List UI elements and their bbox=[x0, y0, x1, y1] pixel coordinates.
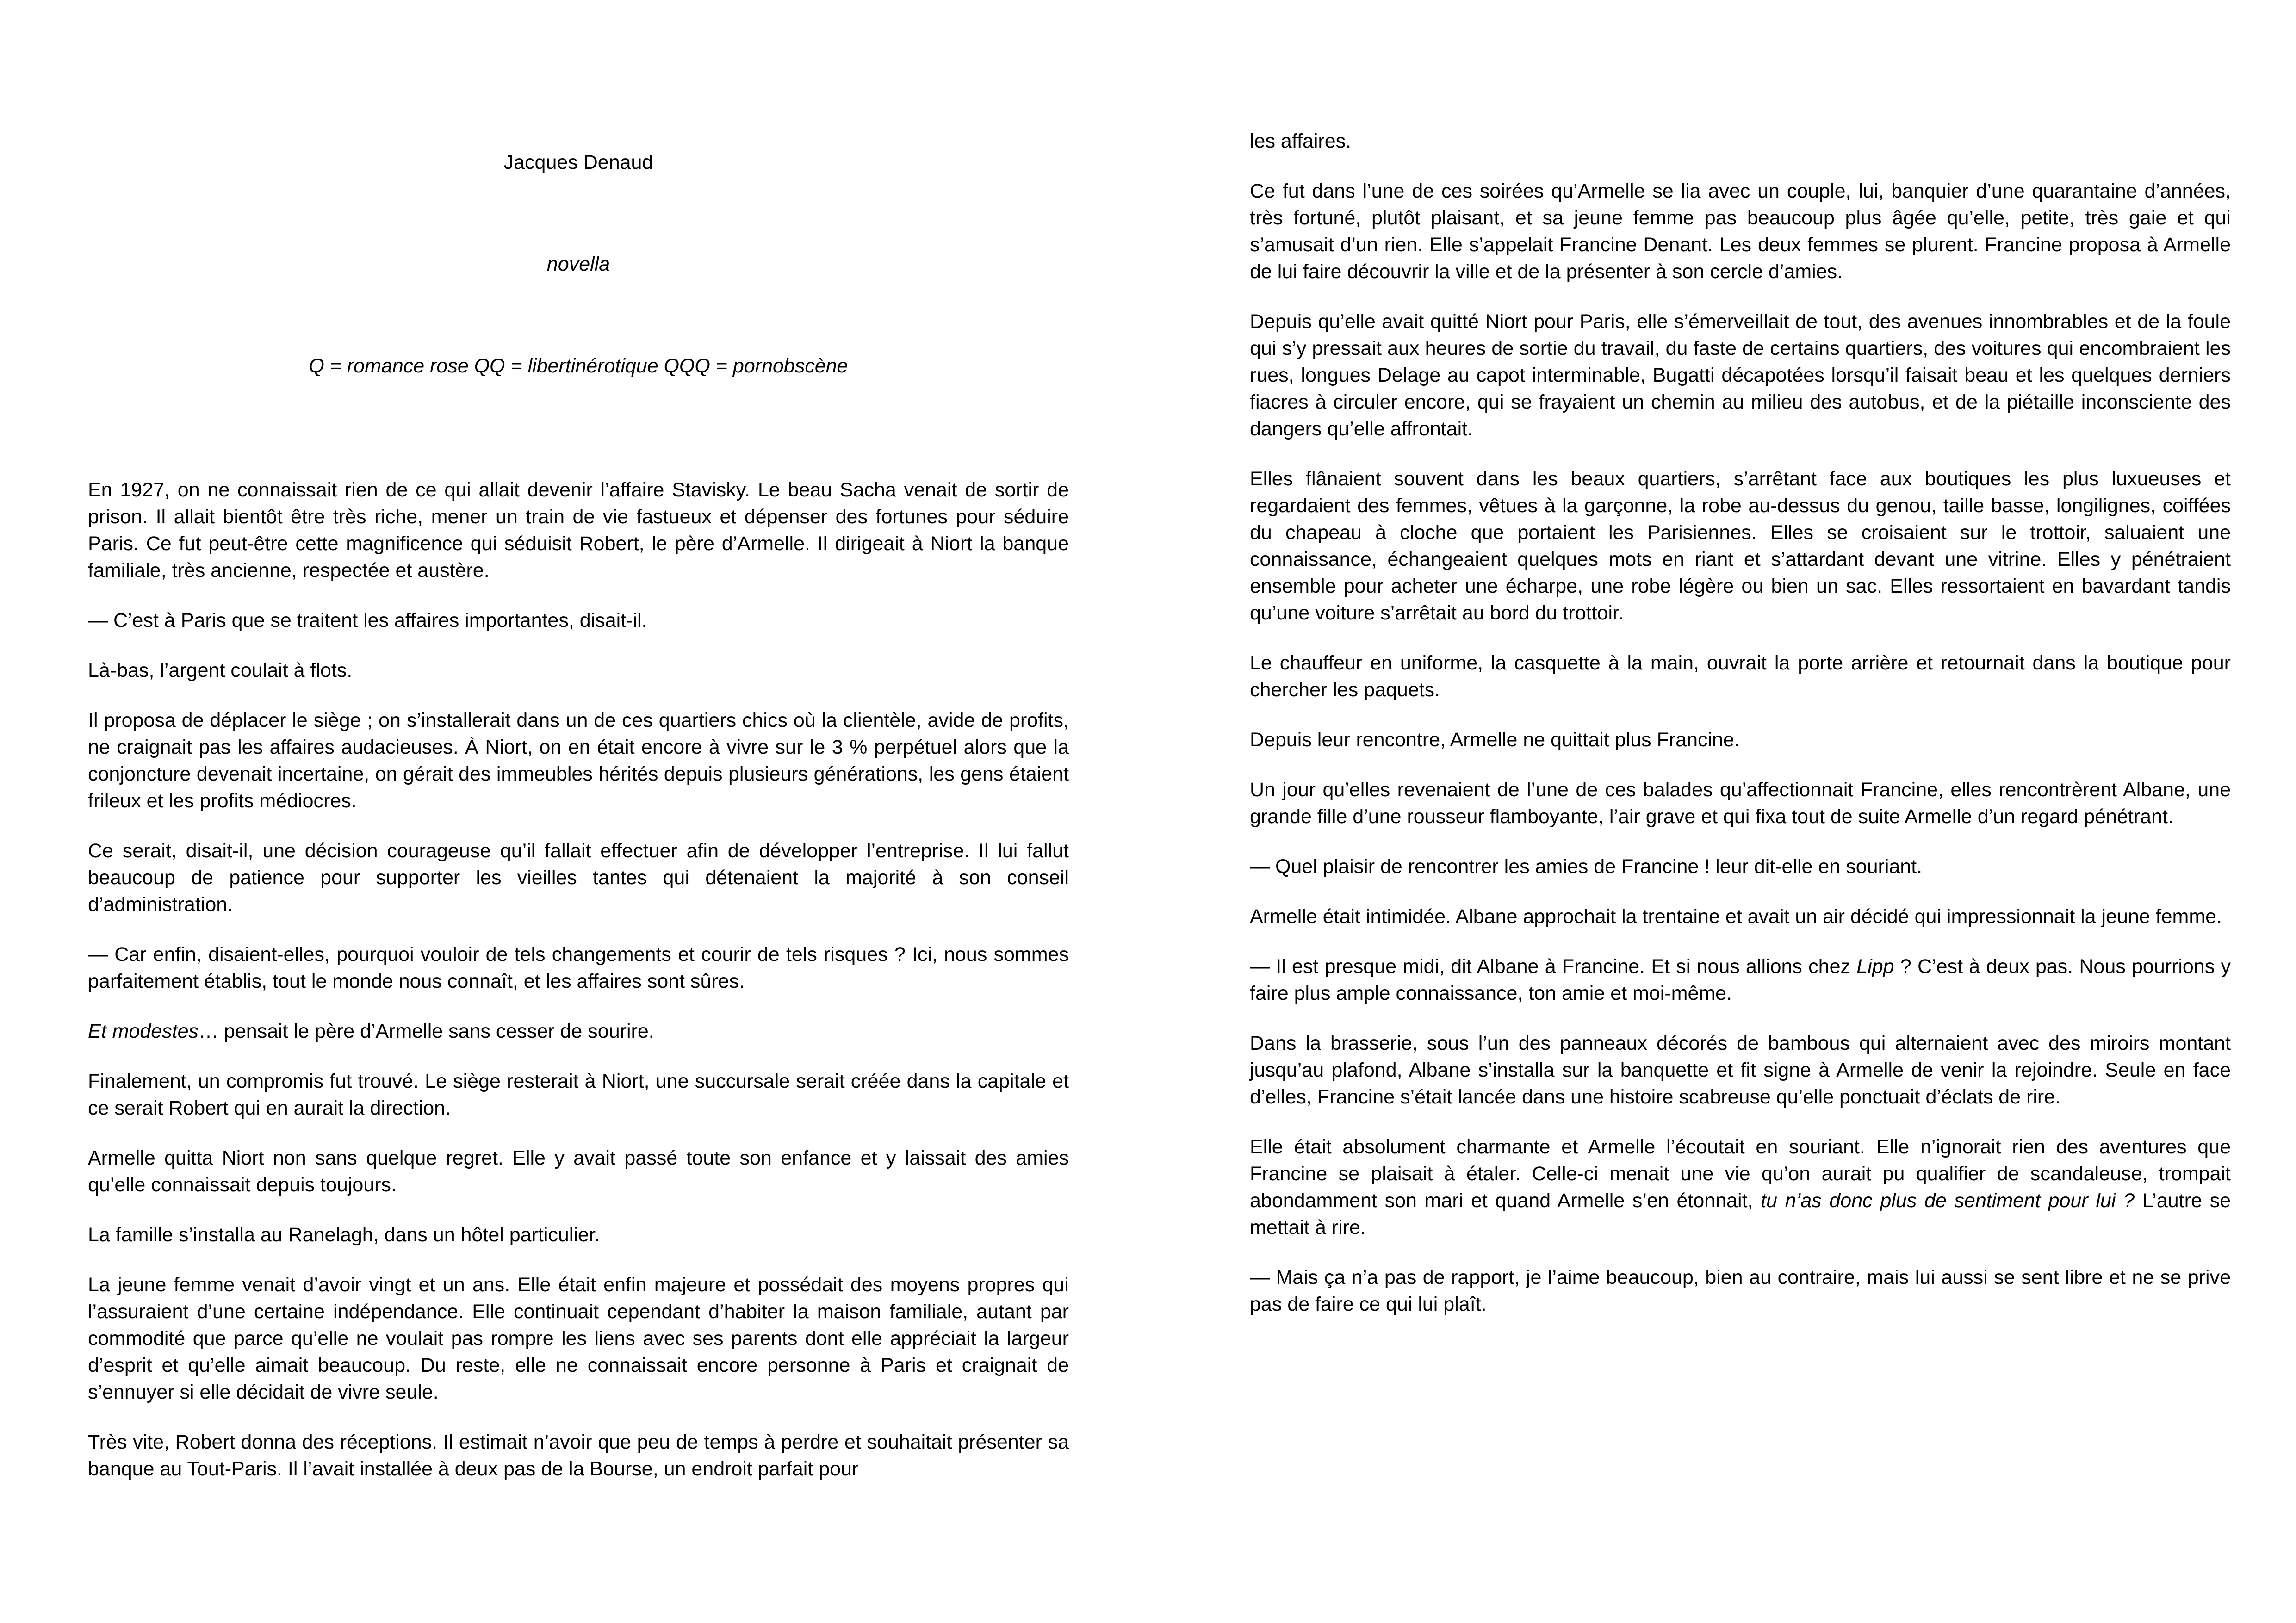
paragraph-text: … pensait le père d’Armelle sans cesser de sourire. bbox=[199, 1020, 654, 1042]
italic-phrase: tu n’as donc plus de sentiment pour lui ? bbox=[1761, 1189, 2135, 1212]
paragraph bbox=[1250, 1134, 2231, 1241]
paragraph: Là-bas, l’argent coulait à flots. bbox=[88, 659, 353, 681]
paragraph-text: — Il est presque midi, dit Albane à Francine. Et si nous allions chez bbox=[1250, 955, 1857, 978]
paragraph: Dans la brasserie, sous l’un des panneaux décorés de bambous qui alternaient avec des miroirs montant jusqu’au plafond, Albane s’installa sur la banquette et fit signe à Armelle de venir la rejoindre. Seule en face d’elles, Francine s’était lancée dans une histoire scabreuse qu’elle ponctuait d’éclats de rire. bbox=[1250, 1032, 2231, 1108]
paragraph: Ce serait, disait-il, une décision courageuse qu’il fallait effectuer afin de développer l’entreprise. Il lui fallut beaucoup de patience pour supporter les vieilles tantes qui détenaient la majorité à son conseil d’administration. bbox=[88, 840, 1069, 916]
italic-phrase: Lipp bbox=[1856, 955, 1894, 978]
rating-legend: Q = romance rose QQ = libertinérotique QQQ = pornobscène bbox=[309, 355, 848, 377]
paragraph: — Mais ça n’a pas de rapport, je l’aime beaucoup, bien au contraire, mais lui aussi se sent libre et ne se prive pas de faire ce qui lui plaît. bbox=[1250, 1266, 2231, 1315]
left-body-text bbox=[88, 477, 1069, 1482]
paragraph: — Car enfin, disaient-elles, pourquoi vouloir de tels changements et courir de tels risques ? Ici, nous sommes parfaitement établis, tout le monde nous connaît, et les affaires sont sûres. bbox=[88, 943, 1069, 992]
genre-label: novella bbox=[546, 253, 610, 275]
paragraph: — C’est à Paris que se traitent les affaires importantes, disait-il. bbox=[88, 609, 647, 632]
italic-phrase: Et modestes bbox=[88, 1020, 199, 1042]
paragraph: — Quel plaisir de rencontrer les amies de Francine ! leur dit-elle en souriant. bbox=[1250, 855, 1923, 878]
paragraph: Ce fut dans l’une de ces soirées qu’Armelle se lia avec un couple, lui, banquier d’une quarantaine d’années, très fortuné, plutôt plaisant, et sa jeune femme pas beaucoup plus âgée qu’elle, petite, très gaie et qui s’amusait d’un rien. Elle s’appelait Francine Denant. Les deux femmes se plurent. Francine proposa à Armelle de lui faire découvrir la ville et de la présenter à son cercle d’amies. bbox=[1250, 180, 2231, 283]
paragraph: Il proposa de déplacer le siège ; on s’installerait dans un de ces quartiers chics où la clientèle, avide de profits, ne craignait pas les affaires audacieuses. À Niort, on en était encore à vivre sur le 3 % perpétuel alors que la conjoncture devenait incertaine, on gérait des immeubles hérités depuis plusieurs générations, les gens étaient frileux et les profits médiocres. bbox=[88, 709, 1069, 812]
author-name: Jacques Denaud bbox=[503, 151, 653, 173]
paragraph: La famille s’installa au Ranelagh, dans un hôtel particulier. bbox=[88, 1224, 600, 1246]
paragraph: Très vite, Robert donna des réceptions. Il estimait n’avoir que peu de temps à perdre et souhaitait présenter sa banque au Tout-Paris. Il l’avait installée à deux pas de la Bourse, un endroit parfait pour bbox=[88, 1431, 1069, 1480]
paragraph-continuation: les affaires. bbox=[1250, 130, 1352, 152]
paragraph: Armelle était intimidée. Albane approchait la trentaine et avait un air décidé qui impressionnait la jeune femme. bbox=[1250, 905, 2222, 928]
paragraph-text: L’autre se mettait à rire. bbox=[1250, 1189, 2231, 1239]
paragraph bbox=[1250, 953, 2231, 1007]
paragraph: Finalement, un compromis fut trouvé. Le siège resterait à Niort, une succursale serait créée dans la capitale et ce serait Robert qui en aurait la direction. bbox=[88, 1070, 1069, 1119]
paragraph-text: ? C’est à deux pas. Nous pourrions y faire plus ample connaissance, ton amie et moi-même. bbox=[1250, 955, 2231, 1004]
paragraph: La jeune femme venait d’avoir vingt et un ans. Elle était enfin majeure et possédait des moyens propres qui l’assuraient d’une certaine indépendance. Elle continuait cependant d’habiter la maison familiale, autant par commodité que parce qu’elle ne voulait pas rompre les liens avec ses parents dont elle appréciait la largeur d’esprit et qu’elle aimait beaucoup. Du reste, elle ne connaissait encore personne à Paris et craignait de s’ennuyer si elle décidait de vivre seule. bbox=[88, 1274, 1069, 1403]
paragraph: Depuis qu’elle avait quitté Niort pour Paris, elle s’émerveillait de tout, des avenues innombrables et de la foule qui s’y pressait aux heures de sortie du travail, du faste de certains quartiers, des voitures qui encombraient les rues, longues Delage au capot interminable, Bugatti décapotées lorsqu’il faisait beau et les quelques derniers fiacres à circuler encore, qui se frayaient un chemin au milieu des autobus, et de la piétaille inconsciente des dangers qu’elle affrontait. bbox=[1250, 310, 2231, 440]
paragraph-text: Elle était absolument charmante et Armelle l’écoutait en souriant. Elle n’ignorait rien des aventures que Francine se plaisait à étaler. Celle-ci menait une vie qu’on aurait pu qualifier de scandaleuse, trompait abondamment son mari et quand Armelle s’en étonnait, bbox=[1250, 1136, 2231, 1212]
paragraph: En 1927, on ne connaissait rien de ce qui allait devenir l’affaire Stavisky. Le beau Sacha venait de sortir de prison. Il allait bientôt être très riche, mener un train de vie fastueux et dépenser des fortunes pour séduire Paris. Ce fut peut-être cette magnificence qui séduisit Robert, le père d’Armelle. Il dirigeait à Niort la banque familiale, très ancienne, respectée et austère. bbox=[88, 479, 1069, 582]
paragraph: Depuis leur rencontre, Armelle ne quittait plus Francine. bbox=[1250, 729, 1740, 751]
right-page bbox=[1148, 0, 2296, 1623]
paragraph: Armelle quitta Niort non sans quelque regret. Elle y avait passé toute son enfance et y laissait des amies qu’elle connaissait depuis toujours. bbox=[88, 1147, 1069, 1196]
paragraph: Le chauffeur en uniforme, la casquette à la main, ouvrait la porte arrière et retournait dans la boutique pour chercher les paquets. bbox=[1250, 652, 2231, 701]
right-body-text bbox=[1250, 128, 2231, 1318]
paragraph: Elles flânaient souvent dans les beaux quartiers, s’arrêtant face aux boutiques les plus luxueuses et regardaient des femmes, vêtues à la garçonne, la robe au-dessus du genou, taille basse, longilignes, coiffées du chapeau à cloche que portaient les Parisiennes. Elles se croisaient sur le trottoir, saluaient une connaissance, échangeaient quelques mots en riant et s’attardant devant une vitrine. Elles y pénétraient ensemble pour acheter une écharpe, une robe légère ou bien un sac. Elles ressortaient en bavardant tandis qu’une voiture s’arrêtait au bord du trottoir. bbox=[1250, 468, 2231, 624]
paragraph: Un jour qu’elles revenaient de l’une de ces balades qu’affectionnait Francine, elles rencontrèrent Albane, une grande fille d’une rousseur flamboyante, l’air grave et qui fixa tout de suite Armelle d’un regard pénétrant. bbox=[1250, 779, 2231, 828]
paragraph bbox=[88, 1018, 1069, 1045]
